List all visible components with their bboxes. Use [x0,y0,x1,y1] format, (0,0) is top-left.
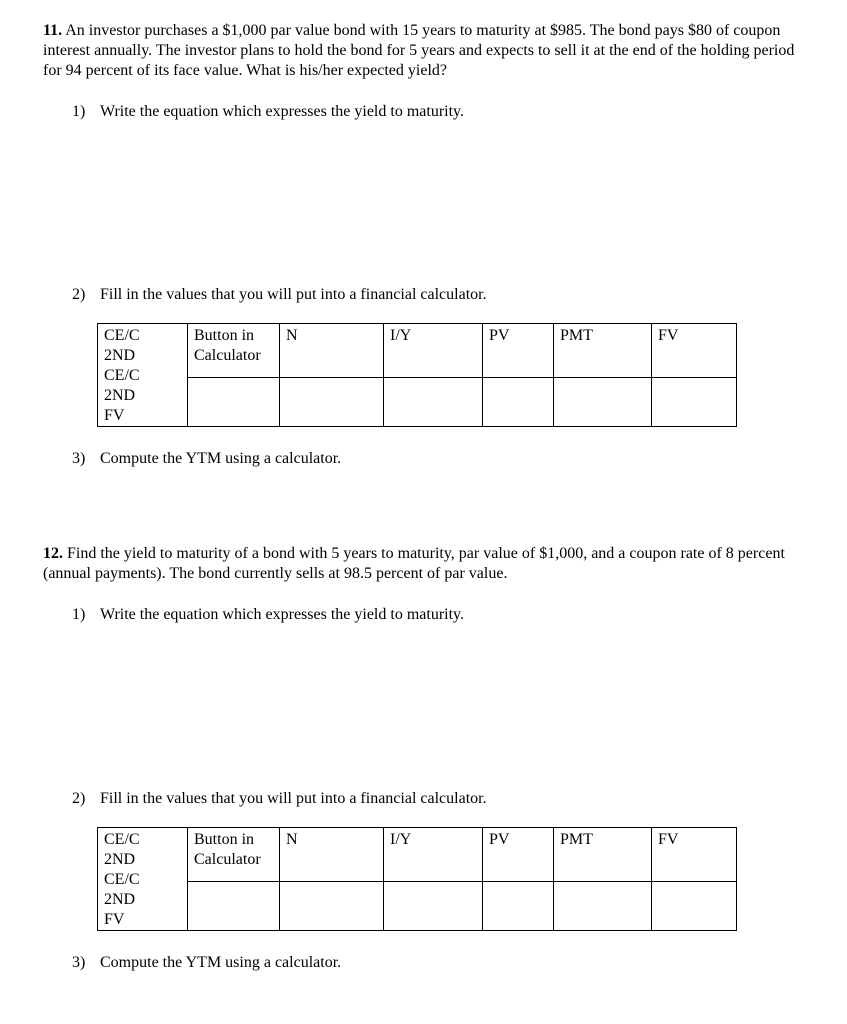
value-cell-pv[interactable] [483,377,554,426]
step-text: Compute the YTM using a calculator. [100,954,342,971]
step-3 [72,449,772,469]
step-text: Write the equation which expresses the yield to maturity. [100,606,464,623]
key-label: 2ND [104,387,136,404]
step-number: 1) [72,606,86,623]
key-label: CE/C [104,871,140,888]
header-fv: FV [652,828,737,882]
step-text: Fill in the values that you will put into a financial calculator. [100,286,487,303]
step-number: 3) [72,450,86,467]
key-label: CE/C [104,327,140,344]
step-number: 3) [72,954,86,971]
step-2 [72,285,772,305]
button-in-calculator-header: Button in Calculator [188,828,280,882]
step-text: Write the equation which expresses the yield to maturity. [100,103,464,120]
problem-number: 11. [43,22,63,39]
key-label: FV [104,911,125,928]
blank-cell[interactable] [188,881,280,930]
blank-cell[interactable] [188,377,280,426]
header-pv: PV [483,828,554,882]
step-1 [72,605,772,625]
key-label: 2ND [104,851,136,868]
value-cell-iy[interactable] [384,377,483,426]
calculator-keys-cell [98,828,188,931]
header-pv: PV [483,324,554,378]
calculator-table [97,323,737,427]
problem-number: 12. [43,545,63,562]
header-iy: I/Y [384,324,483,378]
key-label: FV [104,407,125,424]
key-label: 2ND [104,347,136,364]
header-n: N [280,324,384,378]
key-label: CE/C [104,831,140,848]
step-text: Fill in the values that you will put into a financial calculator. [100,790,487,807]
problem-text: Find the yield to maturity of a bond with 5 years to maturity, par value of $1,000, and a coupon rate of 8 percent (annual payments). The bond currently sells at 98.5 percent of par value. [43,545,785,582]
step-text: Compute the YTM using a calculator. [100,450,342,467]
header-fv: FV [652,324,737,378]
header-n: N [280,828,384,882]
calculator-table [97,827,737,931]
step-1 [72,102,772,122]
button-in-calculator-header: Button in Calculator [188,324,280,378]
problem-statement [43,21,803,81]
value-cell-n[interactable] [280,881,384,930]
value-cell-iy[interactable] [384,881,483,930]
key-label: 2ND [104,891,136,908]
value-cell-n[interactable] [280,377,384,426]
value-cell-pmt[interactable] [554,881,652,930]
value-cell-fv[interactable] [652,377,737,426]
header-pmt: PMT [554,324,652,378]
step-3 [72,953,772,973]
key-label: CE/C [104,367,140,384]
value-cell-pmt[interactable] [554,377,652,426]
problem-statement [43,544,803,584]
step-number: 1) [72,103,86,120]
step-number: 2) [72,790,86,807]
header-iy: I/Y [384,828,483,882]
value-cell-pv[interactable] [483,881,554,930]
header-pmt: PMT [554,828,652,882]
calculator-keys-cell [98,324,188,427]
step-number: 2) [72,286,86,303]
step-2 [72,789,772,809]
value-cell-fv[interactable] [652,881,737,930]
problem-text: An investor purchases a $1,000 par value bond with 15 years to maturity at $985. The bond pays $80 of coupon interest annually. The investor plans to hold the bond for 5 years and expects to sell it at the end of the holding period for 94 percent of its face value. What is his/her expected yield? [43,22,795,79]
